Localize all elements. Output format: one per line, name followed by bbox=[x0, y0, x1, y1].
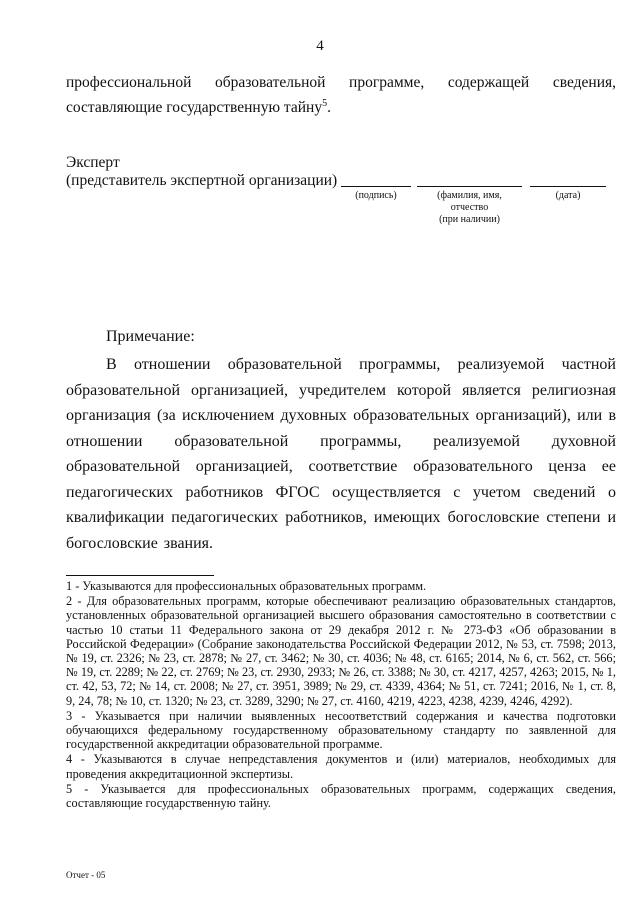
note-title: Примечание: bbox=[106, 328, 195, 345]
expert-label: Эксперт bbox=[66, 154, 120, 171]
expert-organization-label: (представитель экспертной организации) bbox=[66, 172, 338, 189]
report-code: Отчет - 05 bbox=[66, 870, 106, 880]
signature-caption: (подпись) bbox=[355, 190, 397, 201]
note-body: В отношении образовательной программы, реализуемой частной образовательной организацией, учредителем которой является религиозная организация (за исключением духовных образовательных организаций), или в отношении образовательной программы, реализуемой духовной образовательной организацией, соответствие образовательного ценза ее педагогических работников ФГОС осуществляется с учетом сведений о квалификации педагогических работников, имеющих богословские степени и богословские звания. bbox=[66, 356, 616, 552]
date-caption: (дата) bbox=[555, 190, 581, 201]
footnote-4: 4 - Указываются в случае непредставления документов и (или) материалов, необходимых для проведения аккредитационной экспертизы. bbox=[66, 752, 616, 781]
name-caption-line-3: (при наличии) bbox=[439, 214, 500, 225]
footnote-mark: 5 bbox=[322, 97, 328, 109]
signature-blank-line bbox=[341, 186, 411, 187]
footnote-5: 5 - Указывается для профессиональных образовательных программ, содержащих сведения, составляющие государственную тайну. bbox=[66, 781, 616, 811]
name-blank-line bbox=[417, 186, 522, 187]
page-number: 4 bbox=[316, 38, 324, 54]
name-caption-line-1: (фамилия, имя, bbox=[437, 190, 502, 201]
intro-paragraph bbox=[66, 70, 616, 120]
footnotes bbox=[66, 579, 616, 811]
date-blank-line bbox=[530, 186, 606, 187]
intro-text: профессиональной образовательной программе, содержащей сведения, составляющие государственную тайну bbox=[66, 74, 616, 116]
footnote-divider bbox=[66, 575, 214, 576]
intro-end-punct: . bbox=[327, 99, 331, 116]
footnote-3: 3 - Указывается при наличии выявленных несоответствий содержания и качества подготовки обучающихся федеральному государственному образовательному стандарту по заявленной для государственной аккредитации образовательной программе. bbox=[66, 708, 616, 752]
footnote-2: 2 - Для образовательных программ, которые обеспечивают реализацию образовательных стандартов, установленных образовательной организацией высшего образования самостоятельно в соответствии с частью 10 статьи 11 Федерального закона от 29 декабря 2012 г. № 273-ФЗ «Об образовании в Российской Федерации» (Собрание законодательства Российской Федерации 2012, № 53, ст. 7598; 2013, № 19, ст. 2326; № 23, ст. 2878; № 27, ст. 3462; № 30, ст. 4036; № 48, ст. 6165; 2014, № 6, ст. 562, ст. 566; № 19, ст. 2289; № 22, ст. 2769; № 23, ст. 2930, 2933; № 26, ст. 3388; № 30, ст. 4217, 4257, 4263; 2015, № 1, ст. 42, 53, 72; № 14, ст. 2008; № 27, ст. 3951, 3989; № 29, ст. 4339, 4364; № 51, ст. 7241; 2016, № 1, ст. 8, 9, 24, 78; № 10, ст. 1320; № 23, ст. 3289, 3290; № 27, ст. 4160, 4219, 4223, 4238, 4239, 4246, 4292). bbox=[66, 594, 616, 708]
footnote-1: 1 - Указываются для профессиональных образовательных программ. bbox=[66, 579, 427, 593]
name-caption bbox=[417, 190, 522, 226]
name-caption-line-2: отчество bbox=[450, 202, 489, 213]
